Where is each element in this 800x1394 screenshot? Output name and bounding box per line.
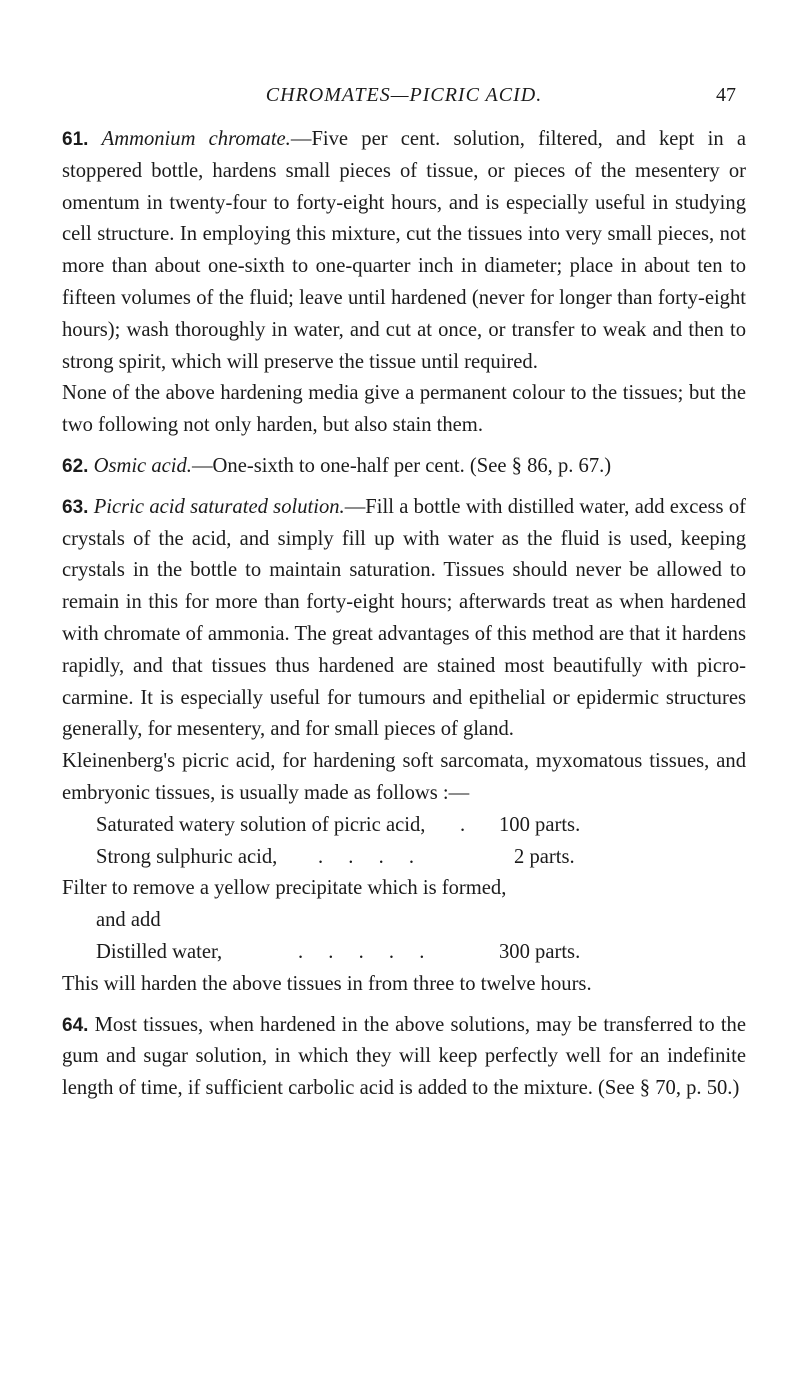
recipe-line <box>62 842 746 874</box>
section-text: Most tissues, when hardened in the above solutions, may be transferred to the gum and sugar solution, in which they will keep perfectly well for an indefinite length of time, if sufficient carbolic acid is added to the mixture. (See § 70, p. 50.) <box>62 1013 746 1100</box>
recipe-quantity: 300 parts. <box>499 940 581 963</box>
recipe-line <box>62 810 746 842</box>
section-text: —Five per cent. solution, filtered, and kept in a stoppered bottle, hardens small pieces of tissue, or pieces of the mesentery or omentum in twenty-four to forty-eight hours, and is especially useful in studying cell structure. In employing this mixture, cut the tissues into very small pieces, not more than about one-sixth to one-quarter inch in diameter; place in about ten to fifteen volumes of the fluid; leave until hardened (never for longer than forty-eight hours); wash thoroughly in water, and cut at once, or transfer to weak and then to strong spirit, which will preserve the tissue until required. <box>62 128 747 373</box>
section-title: Osmic acid. <box>93 454 192 477</box>
section-text: —Fill a bottle with distilled water, add excess of crystals of the acid, and simply fill up with water as the fluid is used, keeping crystals in the bottle to maintain saturation. Tissues should never be allowed to remain in this for more than forty-eight hours; afterwards treat as when hardened with chromate of ammonia. The great advantages of this method are that it hardens rapidly, and that tissues thus hardened are stained most beautifully with picro-carmine. It is especially useful for tumours and epithelial or epidermic structures generally, for mesentery, and for small pieces of gland. <box>62 495 746 741</box>
running-head: CHROMATES—PICRIC ACID. <box>265 84 543 106</box>
recipe-leader-dots: . . . . <box>318 845 415 868</box>
section-number: 63. <box>62 496 89 518</box>
recipe-leader-dots: . <box>460 813 466 836</box>
section-number: 64. <box>62 1014 89 1036</box>
filter-line: and add <box>96 909 161 932</box>
section-61-note: None of the above hardening media give a permanent colour to the tissues; but the two following not only harden, but also stain them. <box>62 382 746 437</box>
section-62 <box>62 451 746 483</box>
recipe-quantity: 100 parts. <box>499 813 581 836</box>
filter-line: Filter to remove a yellow precipitate which is formed, <box>62 877 507 900</box>
spacer <box>62 442 746 451</box>
section-text: —One-sixth to one-half per cent. (See § 86, p. 67.) <box>191 454 612 477</box>
recipe-quantity: 2 parts. <box>514 845 575 868</box>
recipe-line <box>62 937 746 969</box>
page-header <box>62 84 746 124</box>
spacer <box>62 483 746 492</box>
section-title: Ammonium chromate. <box>101 128 291 150</box>
recipe-ingredient: Distilled water, <box>96 940 223 963</box>
kleinenberg-paragraph: Kleinenberg's picric acid, for hardening soft sarcomata, myxomatous tissues, and embryonic tissues, is usually made as follows :— <box>62 750 746 804</box>
recipe-ingredient: Strong sulphuric acid, <box>96 845 278 868</box>
section-61 <box>62 124 746 378</box>
section-title: Picric acid saturated solution. <box>93 495 345 518</box>
section-number: 62. <box>62 455 89 477</box>
recipe-ingredient: Saturated watery solution of picric acid, <box>96 813 426 836</box>
closing-line: This will harden the above tissues in from three to twelve hours. <box>62 972 592 995</box>
section-number: 61. <box>62 129 89 150</box>
recipe-leader-dots: . . . . . <box>298 940 425 963</box>
spacer <box>62 1001 746 1010</box>
page-number: 47 <box>716 84 736 106</box>
section-64 <box>62 1010 746 1105</box>
section-63 <box>62 492 746 746</box>
